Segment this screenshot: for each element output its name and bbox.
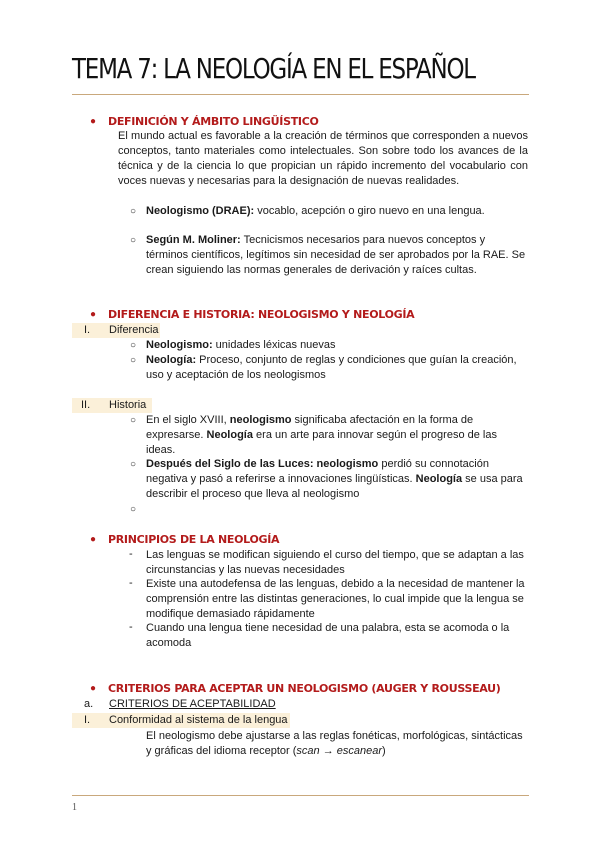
text-post: se usa para describir el proceso que lleva al neologismo <box>146 473 523 500</box>
principle-item: Existe una autodefensa de las lenguas, debido a la necesidad de mantener la comprensión entre las distintas generaciones, lo cual impide que la lengua se modifique demasiado rápidamente <box>146 578 525 620</box>
definition: Proceso, conjunto de reglas y condiciones que guían la creación, uso y aceptación de los neologismos <box>146 354 517 381</box>
section-bullet: ● <box>90 309 97 320</box>
term-luces: Después del Siglo de las Luces: neologismo <box>146 458 379 470</box>
term: Neología: <box>146 354 197 366</box>
section-heading-diferencia-historia: DIFERENCIA E HISTORIA: NEOLOGISMO Y NEOLOGÍA <box>108 308 415 321</box>
subheading-diferencia: Diferencia <box>109 324 159 336</box>
roman-numeral: I. <box>84 324 91 336</box>
text-post: era un arte para innovar según el progreso de las ideas. <box>146 429 497 456</box>
term: Neologismo: <box>146 339 213 351</box>
section-bullet: ● <box>90 683 97 694</box>
subheading-historia: Historia <box>109 399 147 411</box>
text-mid: significaba afectación en la forma de expresarse. <box>146 414 474 441</box>
text-pre: El neologismo debe ajustarse a las reglas fonéticas, morfológicas, sintácticas y gráficas del idioma receptor ( <box>146 730 523 757</box>
list-item-siglo-xviii <box>146 413 506 458</box>
text-mid: perdió su connotación negativa y pasó a referirse a innovaciones lingüísticas. <box>146 458 489 485</box>
text-pre: En el siglo XVIII, <box>146 414 230 426</box>
subheading-conformidad: Conformidad al sistema de la lengua <box>109 714 288 726</box>
term: Neologismo (DRAE): <box>146 205 255 217</box>
section-heading-criterios: CRITERIOS PARA ACEPTAR UN NEOLOGISMO (AUGER Y ROUSSEAU) <box>108 682 501 695</box>
list-item-neologismo-drae <box>146 204 528 219</box>
circle-bullet: ○ <box>130 355 137 366</box>
definition: vocablo, acepción o giro nuevo en una lengua. <box>254 205 485 217</box>
term: Según M. Moliner: <box>146 234 241 246</box>
list-item-moliner <box>146 233 528 278</box>
dash-bullet: - <box>129 577 133 589</box>
section-bullet: ● <box>90 116 97 127</box>
text-post: ) <box>382 745 386 757</box>
list-item-neologismo <box>146 338 528 353</box>
circle-bullet: ○ <box>130 340 137 351</box>
term-neologia: Neología <box>415 473 463 485</box>
example-italic: scan → escanear <box>296 745 383 757</box>
section-bullet: ● <box>90 534 97 545</box>
circle-bullet: ○ <box>130 235 137 246</box>
section-heading-principios: PRINCIPIOS DE LA NEOLOGÍA <box>108 533 280 546</box>
page-title: TEMA 7: LA NEOLOGÍA EN EL ESPAÑOL <box>72 52 475 85</box>
section-heading-definicion: DEFINICIÓN Y ÁMBITO LINGÜÍSTICO <box>108 115 319 128</box>
conformidad-paragraph <box>146 729 528 759</box>
dash-bullet: - <box>129 621 133 633</box>
title-divider <box>72 94 529 95</box>
list-item-siglo-luces <box>146 457 528 502</box>
definition: unidades léxicas nuevas <box>212 339 336 351</box>
circle-bullet: ○ <box>130 415 137 426</box>
page-number: 1 <box>72 802 77 813</box>
definition: Tecnicismos necesarios para nuevos conceptos y términos científicos, legítimos sin necesidad de ser aprobados por la RAE. Se crean siguiendo las normas generales de derivación y raíces cultas. <box>146 234 526 276</box>
empty-circle-bullet: ○ <box>130 504 137 515</box>
definicion-paragraph: El mundo actual es favorable a la creación de términos que corresponden a nuevos conceptos, tanto materiales como intelectuales. Son sobre todo los avances de la técnica y de la ciencia lo que propician un rápido incremento del vocabulario con voces nuevas y necesarias para la designación de nuevas realidades. <box>118 130 528 187</box>
term-neologismo: neologismo <box>229 414 292 426</box>
footer-divider <box>72 795 529 796</box>
roman-numeral: I. <box>84 714 91 726</box>
circle-bullet: ○ <box>130 459 137 470</box>
term-neologia: Neología <box>206 429 253 441</box>
principle-item: Las lenguas se modifican siguiendo el curso del tiempo, que se adaptan a las circunstancias y las nuevas necesidades <box>146 549 524 576</box>
roman-numeral: II. <box>81 399 91 411</box>
subheading-aceptabilidad: CRITERIOS DE ACEPTABILIDAD <box>109 698 276 710</box>
circle-bullet: ○ <box>130 206 137 217</box>
dash-bullet: - <box>129 548 133 560</box>
principle-item: Cuando una lengua tiene necesidad de una palabra, esta se acomoda o la acomoda <box>146 622 510 649</box>
list-item-neologia <box>146 353 528 383</box>
alpha-marker: a. <box>84 698 94 710</box>
